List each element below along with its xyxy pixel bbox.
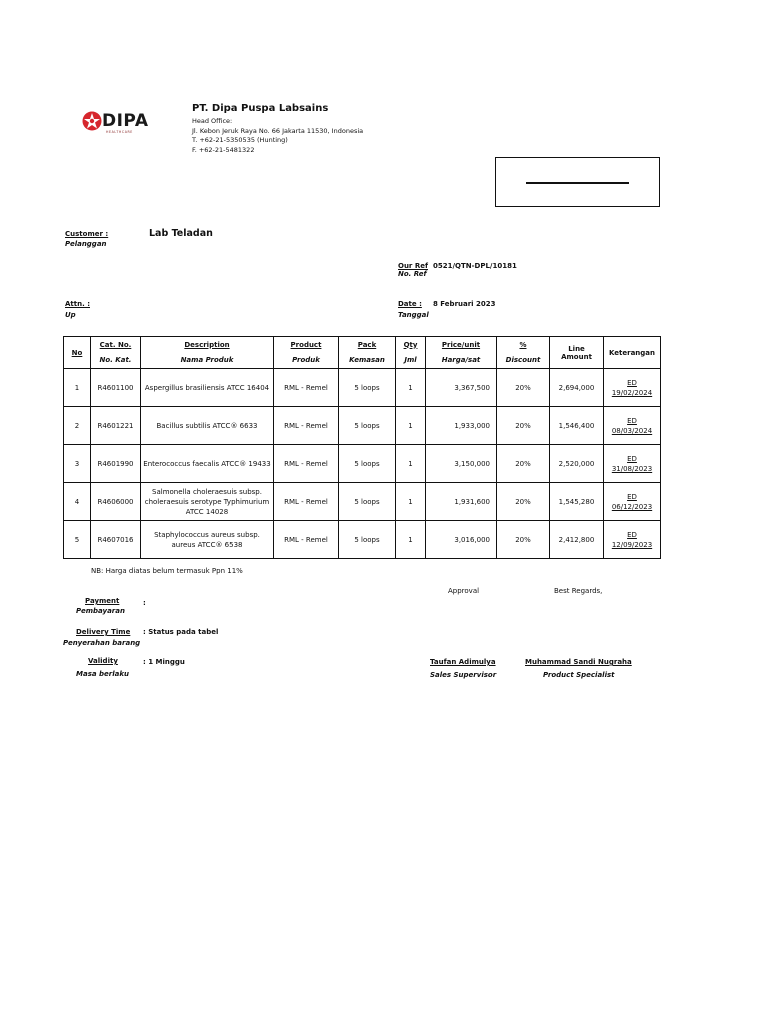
validity-value: : 1 Minggu (143, 658, 185, 666)
date-label: Date : (398, 300, 422, 308)
document-number-line (526, 182, 629, 184)
expiry-date: ED 12/09/2023 (611, 530, 653, 549)
cell-line-amount: 1,545,280 (550, 483, 604, 521)
cell-description: Aspergillus brasiliensis ATCC 16404 (141, 369, 274, 407)
header-cat-no: Cat. No. (91, 337, 141, 353)
cell-no: 4 (64, 483, 91, 521)
cell-product: RML - Remel (274, 369, 339, 407)
logo-wordmark: DIPA (102, 111, 149, 131)
cell-no: 5 (64, 521, 91, 559)
attn-label-id: Up (65, 311, 76, 319)
expiry-date: ED 06/12/2023 (611, 492, 653, 511)
payment-value: : (143, 599, 146, 607)
cell-discount: 20% (497, 407, 550, 445)
cell-qty: 1 (396, 483, 426, 521)
header-no: No (64, 337, 91, 369)
our-ref-label: Our Ref (398, 262, 429, 270)
head-office-label: Head Office: (192, 117, 233, 125)
cell-description: Enterococcus faecalis ATCC® 19433 (141, 445, 274, 483)
tax-note: NB: Harga diatas belum termasuk Ppn 11% (91, 567, 243, 575)
dipa-logo-icon (82, 110, 102, 132)
cell-price: 1,931,600 (426, 483, 497, 521)
payment-label: Payment (85, 597, 120, 605)
cell-pack: 5 loops (339, 445, 396, 483)
quotation-table (63, 336, 661, 559)
cell-discount: 20% (497, 521, 550, 559)
date-value: 8 Februari 2023 (433, 300, 496, 308)
our-ref-value: 0521/QTN-DPL/10181 (433, 262, 517, 270)
validity-label-id: Masa berlaku (76, 670, 129, 678)
payment-label-id: Pembayaran (76, 607, 125, 615)
regards-label: Best Regards, (554, 587, 603, 595)
cell-keterangan (604, 521, 661, 559)
company-address-block (192, 117, 363, 155)
header-discount-id: Discount (497, 352, 550, 369)
cell-cat-no: R4601221 (91, 407, 141, 445)
cell-keterangan (604, 445, 661, 483)
cell-description: Salmonella choleraesuis subsp. choleraesuis serotype Typhimurium ATCC 14028 (141, 483, 274, 521)
cell-line-amount: 2,412,800 (550, 521, 604, 559)
cell-description: Staphylococcus aureus subsp. aureus ATCC® 6538 (141, 521, 274, 559)
cell-pack: 5 loops (339, 407, 396, 445)
header-product-id: Produk (274, 352, 339, 369)
table-row (64, 407, 661, 445)
cell-product: RML - Remel (274, 483, 339, 521)
cell-qty: 1 (396, 407, 426, 445)
company-logo (82, 110, 162, 134)
cell-line-amount: 2,694,000 (550, 369, 604, 407)
cell-no: 3 (64, 445, 91, 483)
cell-pack: 5 loops (339, 483, 396, 521)
customer-label-id: Pelanggan (65, 240, 107, 248)
table-row (64, 521, 661, 559)
approver-name: Taufan Adimulya (430, 658, 496, 666)
header-keterangan: Keterangan (604, 337, 661, 369)
header-cat-no-id: No. Kat. (91, 352, 141, 369)
delivery-value: : Status pada tabel (143, 628, 219, 636)
attn-label: Attn. : (65, 300, 90, 308)
validity-label: Validity (88, 657, 118, 665)
document-number-box (495, 157, 660, 207)
header-pack: Pack (339, 337, 396, 353)
cell-cat-no: R4601990 (91, 445, 141, 483)
header-pack-id: Kemasan (339, 352, 396, 369)
header-qty: Qty (396, 337, 426, 353)
cell-pack: 5 loops (339, 521, 396, 559)
cell-keterangan (604, 483, 661, 521)
sender-name: Muhammad Sandi Nugraha (525, 658, 632, 666)
cell-qty: 1 (396, 445, 426, 483)
cell-qty: 1 (396, 521, 426, 559)
header-description: Description (141, 337, 274, 353)
cell-description: Bacillus subtilis ATCC® 6633 (141, 407, 274, 445)
cell-discount: 20% (497, 445, 550, 483)
cell-keterangan (604, 407, 661, 445)
header-price-unit-id: Harga/sat (426, 352, 497, 369)
delivery-label-id: Penyerahan barang (63, 639, 141, 647)
cell-line-amount: 2,520,000 (550, 445, 604, 483)
cell-product: RML - Remel (274, 521, 339, 559)
cell-discount: 20% (497, 483, 550, 521)
cell-price: 3,016,000 (426, 521, 497, 559)
our-ref-label-id: No. Ref (398, 270, 427, 278)
expiry-date: ED 31/08/2023 (611, 454, 653, 473)
company-phone: T. +62-21-5350535 (Hunting) (192, 136, 288, 144)
cell-cat-no: R4606000 (91, 483, 141, 521)
expiry-date: ED 19/02/2024 (611, 378, 653, 397)
approver-title: Sales Supervisor (430, 671, 497, 679)
cell-price: 3,367,500 (426, 369, 497, 407)
date-label-id: Tanggal (398, 311, 429, 319)
cell-cat-no: R4601100 (91, 369, 141, 407)
header-price-unit: Price/unit (426, 337, 497, 353)
expiry-date: ED 08/03/2024 (611, 416, 653, 435)
table-row (64, 483, 661, 521)
cell-product: RML - Remel (274, 445, 339, 483)
cell-discount: 20% (497, 369, 550, 407)
cell-line-amount: 1,546,400 (550, 407, 604, 445)
cell-keterangan (604, 369, 661, 407)
cell-qty: 1 (396, 369, 426, 407)
delivery-label: Delivery Time (76, 628, 131, 636)
header-product: Product (274, 337, 339, 353)
cell-price: 3,150,000 (426, 445, 497, 483)
company-name: PT. Dipa Puspa Labsains (192, 103, 329, 114)
header-discount: % (497, 337, 550, 353)
customer-label: Customer : (65, 230, 109, 238)
sender-title: Product Specialist (543, 671, 615, 679)
customer-name: Lab Teladan (149, 228, 213, 239)
header-line-amount: Line Amount (550, 337, 604, 369)
approval-label: Approval (448, 587, 480, 595)
table-row (64, 445, 661, 483)
table-row (64, 369, 661, 407)
cell-no: 1 (64, 369, 91, 407)
cell-pack: 5 loops (339, 369, 396, 407)
cell-price: 1,933,000 (426, 407, 497, 445)
cell-cat-no: R4607016 (91, 521, 141, 559)
header-description-id: Nama Produk (141, 352, 274, 369)
cell-no: 2 (64, 407, 91, 445)
cell-product: RML - Remel (274, 407, 339, 445)
header-qty-id: Jml (396, 352, 426, 369)
company-fax: F. +62-21-5481322 (192, 145, 255, 154)
logo-tagline: HEALTHCARE (106, 130, 133, 134)
company-address: Jl. Kebon Jeruk Raya No. 66 Jakarta 11530, Indonesia (192, 126, 364, 135)
